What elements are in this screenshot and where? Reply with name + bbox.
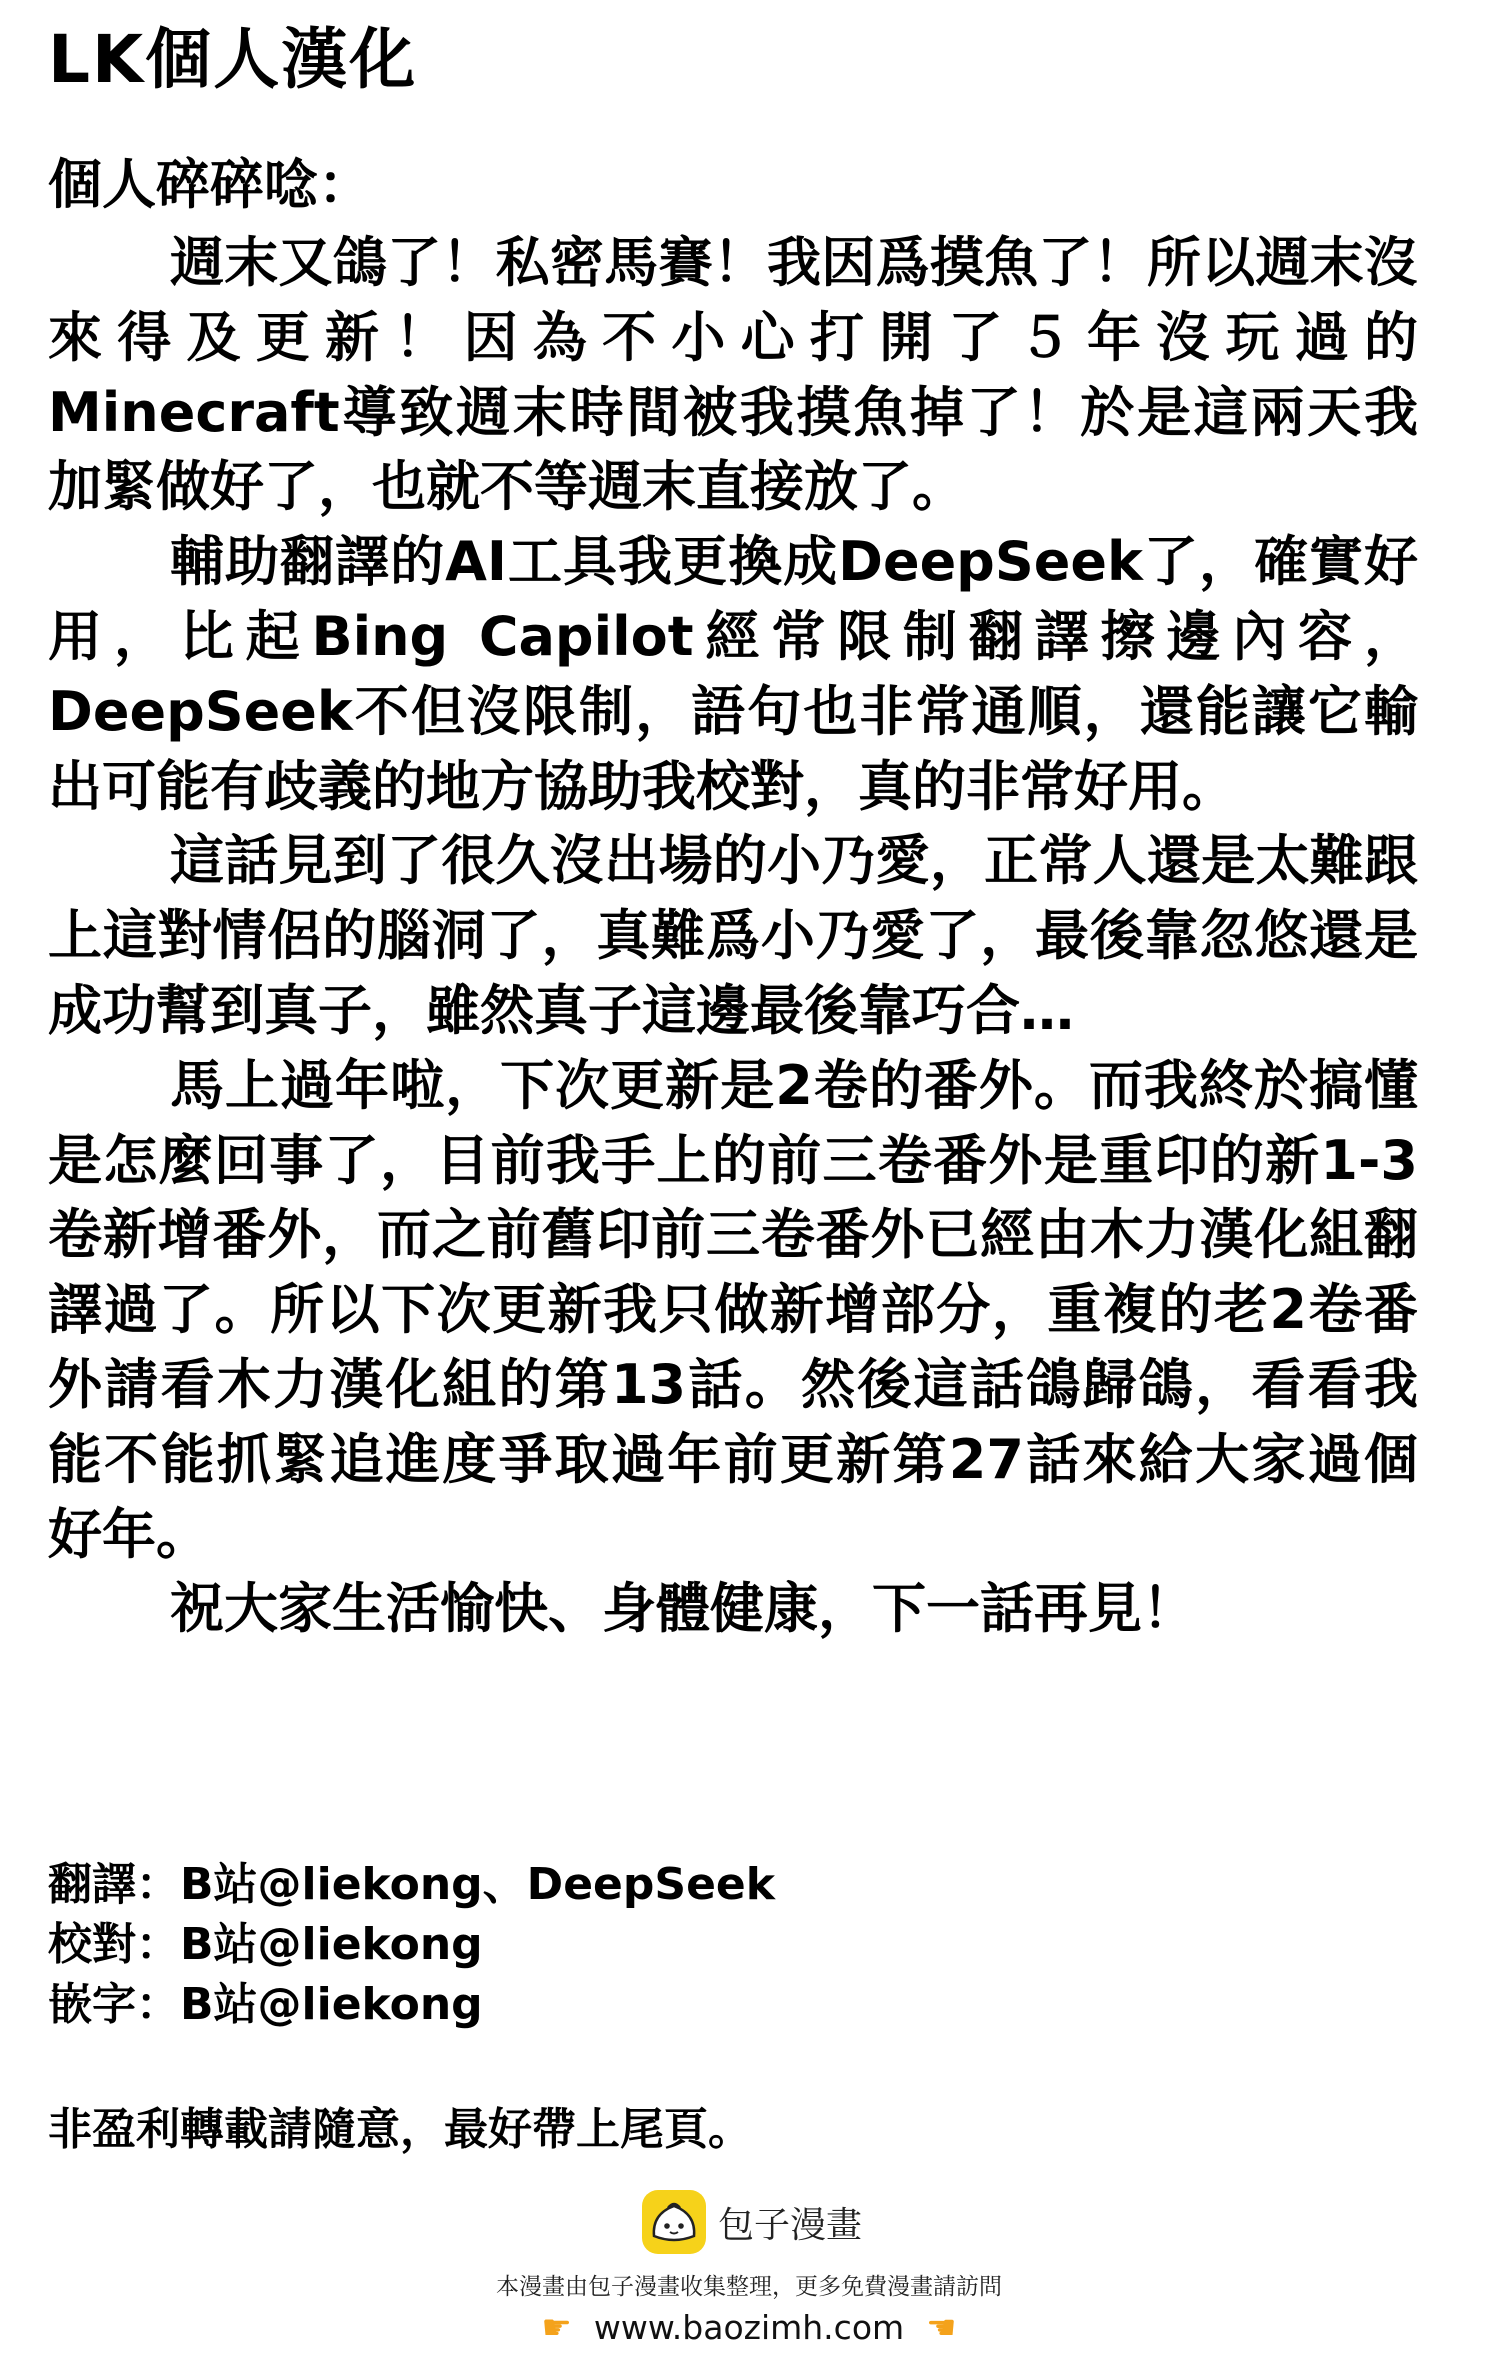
paragraph: 馬上過年啦，下次更新是2卷的番外。而我終於搞懂是怎麼回事了，目前我手上的前三卷番外是重印的新1-3卷新增番外，而之前舊印前三卷番外已經由木力漢化組翻譯過了。所以下次更新我只做新增部分，重複的老2卷番外請看木力漢化組的第13話。然後這話鴿歸鴿，看看我能不能抓緊追進度爭取過年前更新第27話來給大家過個好年。 [48,1053,1418,1566]
watermark-url[interactable]: www.baozimh.com [593,2308,905,2347]
watermark-brand-name: 包子漫畫 [718,2204,863,2246]
watermark-description: 本漫畫由包子漫畫收集整理，更多免費漫畫請訪問 [496,2274,1002,2300]
pointing-hand-right-icon: ☛ [541,2308,572,2348]
paragraph: 週末又鴿了！私密馬賽！我因爲摸魚了！所以週末沒來得及更新！因為不小心打開了５年沒玩過的Minecraft導致週末時間被我摸魚掉了！於是這兩天我加緊做好了，也就不等週末直接放了。 [48,231,1418,519]
paragraph: 輔助翻譯的AI工具我更換成DeepSeek了，確實好用，比起Bing Capilot經常限制翻譯擦邊內容，DeepSeek不但沒限制，語句也非常通順，還能讓它輸出可能有歧義的地方協助我校對，真的非常好用。 [48,530,1418,818]
page-title: LK個人漢化 [48,21,418,98]
paragraph: 祝大家生活愉快、身體健康，下一話再見！ [170,1577,1196,1641]
watermark-brand [642,2186,862,2258]
paragraph: 這話見到了很久沒出場的小乃愛，正常人還是太難跟上這對情侶的腦洞了，真難爲小乃愛了，最後靠忽悠還是成功幫到真子，雖然真子這邊最後靠巧合… [48,829,1418,1042]
baozi-logo-icon [642,2190,706,2254]
repost-notice: 非盈利轉載請隨意，最好帶上尾頁。 [48,2104,752,2155]
watermark-url-line [0,2306,1498,2350]
credits [48,1855,775,2035]
notes-heading: 個人碎碎唸： [48,153,372,216]
notes-body [48,226,1418,1647]
credit-typesetting: 嵌字：B站@liekong [48,1979,483,2030]
credit-translation: 翻譯：B站@liekong、DeepSeek [48,1859,776,1910]
credit-proofreading: 校對：B站@liekong [48,1919,483,1970]
pointing-hand-left-icon: ☚ [926,2308,957,2348]
